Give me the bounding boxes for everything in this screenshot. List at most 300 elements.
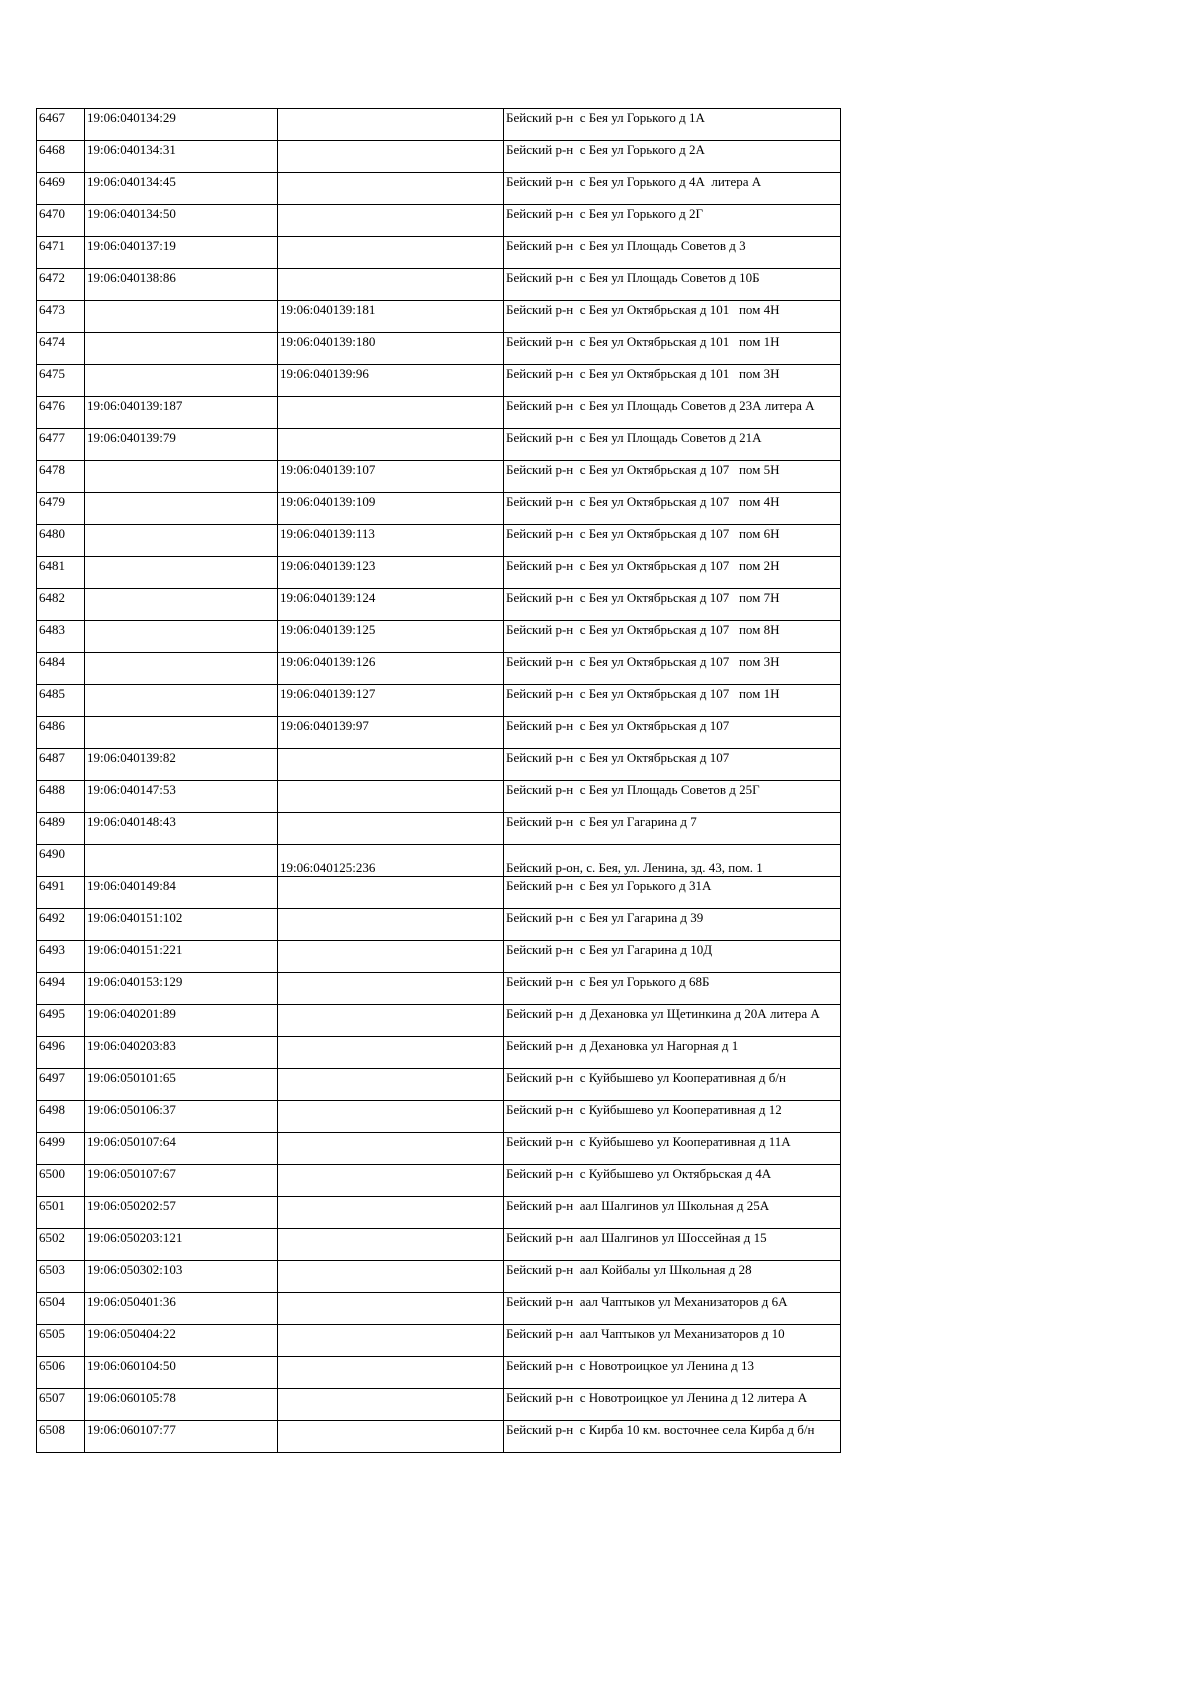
- premises-cadastral-number-cell: [278, 1133, 504, 1165]
- cadastral-number-cell: [85, 365, 278, 397]
- table-row: [37, 717, 841, 749]
- address-text: Бейский р-н с Бея ул Горького д 1А: [506, 110, 705, 125]
- premises-cadastral-number-text: 19:06:040139:107: [280, 462, 376, 477]
- row-number-text: 6471: [39, 238, 65, 253]
- table-row: [37, 1325, 841, 1357]
- table-row: [37, 909, 841, 941]
- row-number-cell: [37, 1101, 85, 1133]
- table-row: [37, 1229, 841, 1261]
- row-number-text: 6481: [39, 558, 65, 573]
- address-cell: [504, 813, 841, 845]
- row-number-cell: [37, 1037, 85, 1069]
- row-number-cell: [37, 429, 85, 461]
- address-cell: [504, 1261, 841, 1293]
- address-cell: [504, 653, 841, 685]
- row-number-cell: [37, 749, 85, 781]
- address-text: Бейский р-н с Бея ул Октябрьская д 101 пом 3Н: [506, 366, 780, 381]
- row-number-cell: [37, 685, 85, 717]
- row-number-text: 6468: [39, 142, 65, 157]
- cadastral-number-text: 19:06:060107:77: [87, 1422, 176, 1437]
- cadastral-number-cell: [85, 557, 278, 589]
- address-cell: [504, 1421, 841, 1453]
- address-text: Бейский р-н с Кирба 10 км. восточнее села Кирба д б/н: [506, 1422, 815, 1437]
- address-text: Бейский р-н с Куйбышево ул Октябрьская д 4А: [506, 1166, 772, 1181]
- premises-cadastral-number-cell: [278, 749, 504, 781]
- address-cell: [504, 1293, 841, 1325]
- premises-cadastral-number-cell: [278, 653, 504, 685]
- row-number-cell: [37, 301, 85, 333]
- premises-cadastral-number-cell: [278, 205, 504, 237]
- table-row: [37, 301, 841, 333]
- address-cell: [504, 973, 841, 1005]
- premises-cadastral-number-cell: [278, 1005, 504, 1037]
- premises-cadastral-number-cell: [278, 237, 504, 269]
- cadastral-number-text: 19:06:040134:31: [87, 142, 176, 157]
- row-number-text: 6493: [39, 942, 65, 957]
- row-number-cell: [37, 909, 85, 941]
- row-number-text: 6475: [39, 366, 65, 381]
- address-cell: [504, 269, 841, 301]
- row-number-cell: [37, 557, 85, 589]
- cadastral-number-text: 19:06:050101:65: [87, 1070, 176, 1085]
- cadastral-number-cell: [85, 909, 278, 941]
- address-text: Бейский р-н аал Шалгинов ул Шоссейная д 15: [506, 1230, 767, 1245]
- row-number-cell: [37, 1293, 85, 1325]
- address-text: Бейский р-н с Куйбышево ул Кооперативная д 12: [506, 1102, 782, 1117]
- premises-cadastral-number-cell: [278, 1293, 504, 1325]
- address-text: Бейский р-н с Бея ул Горького д 2Г: [506, 206, 703, 221]
- address-cell: [504, 685, 841, 717]
- address-text: Бейский р-н д Дехановка ул Щетинкина д 20А литера А: [506, 1006, 820, 1021]
- table-row: [37, 1037, 841, 1069]
- premises-cadastral-number-text: 19:06:040139:125: [280, 622, 376, 637]
- address-cell: [504, 1101, 841, 1133]
- address-text: Бейский р-н с Бея ул Октябрьская д 107: [506, 750, 730, 765]
- premises-cadastral-number-cell: [278, 909, 504, 941]
- premises-cadastral-number-cell: [278, 1261, 504, 1293]
- premises-cadastral-number-cell: [278, 429, 504, 461]
- row-number-cell: [37, 813, 85, 845]
- cadastral-number-cell: [85, 685, 278, 717]
- address-text: Бейский р-н с Бея ул Октябрьская д 107 пом 6Н: [506, 526, 780, 541]
- row-number-cell: [37, 141, 85, 173]
- address-cell: [504, 333, 841, 365]
- address-text: Бейский р-н с Куйбышево ул Кооперативная д б/н: [506, 1070, 786, 1085]
- cadastral-number-cell: [85, 877, 278, 909]
- row-number-text: 6502: [39, 1230, 65, 1245]
- cadastral-number-cell: [85, 813, 278, 845]
- address-cell: [504, 941, 841, 973]
- address-text: Бейский р-н с Новотроицкое ул Ленина д 12 литера А: [506, 1390, 808, 1405]
- premises-cadastral-number-cell: [278, 1101, 504, 1133]
- address-cell: [504, 1069, 841, 1101]
- address-cell: [504, 749, 841, 781]
- address-text: Бейский р-н с Бея ул Октябрьская д 101 пом 1Н: [506, 334, 780, 349]
- address-cell: [504, 525, 841, 557]
- premises-cadastral-number-cell: [278, 621, 504, 653]
- cadastral-number-cell: [85, 141, 278, 173]
- address-cell: [504, 589, 841, 621]
- address-cell: [504, 909, 841, 941]
- address-cell: [504, 237, 841, 269]
- table-row: [37, 557, 841, 589]
- row-number-text: 6477: [39, 430, 65, 445]
- premises-cadastral-number-cell: [278, 1197, 504, 1229]
- table-row: [37, 1389, 841, 1421]
- address-cell: [504, 1197, 841, 1229]
- premises-cadastral-number-text: 19:06:040139:180: [280, 334, 376, 349]
- premises-cadastral-number-cell: [278, 109, 504, 141]
- row-number-text: 6487: [39, 750, 65, 765]
- cadastral-number-cell: [85, 1165, 278, 1197]
- table-row: [37, 141, 841, 173]
- address-text: Бейский р-н с Бея ул Октябрьская д 107 пом 8Н: [506, 622, 780, 637]
- row-number-text: 6485: [39, 686, 65, 701]
- table-row: [37, 461, 841, 493]
- address-cell: [504, 109, 841, 141]
- cadastral-number-text: 19:06:040151:221: [87, 942, 183, 957]
- row-number-cell: [37, 1421, 85, 1453]
- address-cell: [504, 557, 841, 589]
- row-number-cell: [37, 1357, 85, 1389]
- premises-cadastral-number-text: 19:06:040139:113: [280, 526, 375, 541]
- cadastral-number-cell: [85, 1005, 278, 1037]
- cadastral-number-text: 19:06:060105:78: [87, 1390, 176, 1405]
- address-text: Бейский р-н аал Шалгинов ул Школьная д 25А: [506, 1198, 770, 1213]
- cadastral-number-text: 19:06:040148:43: [87, 814, 176, 829]
- premises-cadastral-number-cell: [278, 333, 504, 365]
- table-row: [37, 333, 841, 365]
- property-table: [36, 108, 841, 1453]
- address-cell: [504, 621, 841, 653]
- row-number-cell: [37, 1389, 85, 1421]
- table-row: [37, 813, 841, 845]
- table-row: [37, 781, 841, 813]
- row-number-cell: [37, 621, 85, 653]
- address-text: Бейский р-н д Дехановка ул Нагорная д 1: [506, 1038, 739, 1053]
- cadastral-number-text: 19:06:040138:86: [87, 270, 176, 285]
- premises-cadastral-number-text: 19:06:040139:127: [280, 686, 376, 701]
- row-number-cell: [37, 1005, 85, 1037]
- row-number-text: 6470: [39, 206, 65, 221]
- table-row: [37, 845, 841, 877]
- cadastral-number-cell: [85, 973, 278, 1005]
- address-cell: [504, 1037, 841, 1069]
- cadastral-number-text: 19:06:040153:129: [87, 974, 183, 989]
- address-cell: [504, 493, 841, 525]
- cadastral-number-cell: [85, 1101, 278, 1133]
- cadastral-number-cell: [85, 173, 278, 205]
- row-number-text: 6507: [39, 1390, 65, 1405]
- address-cell: [504, 1165, 841, 1197]
- table-row: [37, 653, 841, 685]
- cadastral-number-cell: [85, 205, 278, 237]
- row-number-text: 6479: [39, 494, 65, 509]
- premises-cadastral-number-text: 19:06:040139:109: [280, 494, 376, 509]
- address-text: Бейский р-н с Бея ул Октябрьская д 107 пом 7Н: [506, 590, 780, 605]
- row-number-cell: [37, 781, 85, 813]
- cadastral-number-cell: [85, 397, 278, 429]
- row-number-text: 6486: [39, 718, 65, 733]
- address-cell: [504, 1357, 841, 1389]
- row-number-cell: [37, 877, 85, 909]
- address-cell: [504, 301, 841, 333]
- table-row: [37, 749, 841, 781]
- premises-cadastral-number-cell: [278, 1325, 504, 1357]
- premises-cadastral-number-cell: [278, 877, 504, 909]
- row-number-cell: [37, 1229, 85, 1261]
- row-number-text: 6503: [39, 1262, 65, 1277]
- table-row: [37, 685, 841, 717]
- row-number-cell: [37, 589, 85, 621]
- row-number-text: 6497: [39, 1070, 65, 1085]
- row-number-cell: [37, 941, 85, 973]
- table-row: [37, 493, 841, 525]
- address-text: Бейский р-н аал Койбалы ул Школьная д 28: [506, 1262, 752, 1277]
- cadastral-number-cell: [85, 1325, 278, 1357]
- row-number-text: 6504: [39, 1294, 65, 1309]
- table-row: [37, 1069, 841, 1101]
- cadastral-number-text: 19:06:040134:29: [87, 110, 176, 125]
- cadastral-number-cell: [85, 1261, 278, 1293]
- premises-cadastral-number-cell: [278, 1389, 504, 1421]
- premises-cadastral-number-text: 19:06:040139:124: [280, 590, 376, 605]
- row-number-cell: [37, 237, 85, 269]
- cadastral-number-cell: [85, 301, 278, 333]
- premises-cadastral-number-cell: [278, 1357, 504, 1389]
- premises-cadastral-number-cell: [278, 845, 504, 877]
- address-cell: [504, 1325, 841, 1357]
- cadastral-number-text: 19:06:050106:37: [87, 1102, 176, 1117]
- cadastral-number-cell: [85, 525, 278, 557]
- row-number-cell: [37, 1133, 85, 1165]
- premises-cadastral-number-cell: [278, 557, 504, 589]
- address-text: Бейский р-н с Бея ул Площадь Советов д 23А литера А: [506, 398, 815, 413]
- row-number-text: 6469: [39, 174, 65, 189]
- table-row: [37, 173, 841, 205]
- cadastral-number-cell: [85, 941, 278, 973]
- premises-cadastral-number-cell: [278, 685, 504, 717]
- row-number-cell: [37, 109, 85, 141]
- table-row: [37, 1165, 841, 1197]
- premises-cadastral-number-text: 19:06:040139:96: [280, 366, 369, 381]
- premises-cadastral-number-cell: [278, 269, 504, 301]
- row-number-text: 6499: [39, 1134, 65, 1149]
- row-number-text: 6489: [39, 814, 65, 829]
- table-row: [37, 365, 841, 397]
- premises-cadastral-number-cell: [278, 941, 504, 973]
- address-cell: [504, 717, 841, 749]
- cadastral-number-text: 19:06:040203:83: [87, 1038, 176, 1053]
- cadastral-number-text: 19:06:050404:22: [87, 1326, 176, 1341]
- premises-cadastral-number-cell: [278, 1421, 504, 1453]
- table-row: [37, 1005, 841, 1037]
- table-row: [37, 941, 841, 973]
- row-number-cell: [37, 365, 85, 397]
- table-body: [37, 109, 841, 1453]
- row-number-text: 6506: [39, 1358, 65, 1373]
- cadastral-number-text: 19:06:050203:121: [87, 1230, 183, 1245]
- address-text: Бейский р-н с Бея ул Октябрьская д 107 пом 3Н: [506, 654, 780, 669]
- cadastral-number-text: 19:06:040147:53: [87, 782, 176, 797]
- address-cell: [504, 1133, 841, 1165]
- table-row: [37, 397, 841, 429]
- address-cell: [504, 365, 841, 397]
- cadastral-number-cell: [85, 237, 278, 269]
- cadastral-number-cell: [85, 269, 278, 301]
- cadastral-number-text: 19:06:050107:64: [87, 1134, 176, 1149]
- row-number-cell: [37, 1261, 85, 1293]
- row-number-text: 6495: [39, 1006, 65, 1021]
- address-cell: [504, 845, 841, 877]
- address-text: Бейский р-н с Бея ул Октябрьская д 107: [506, 718, 730, 733]
- address-text: Бейский р-н с Бея ул Площадь Советов д 10Б: [506, 270, 760, 285]
- address-text: Бейский р-н с Бея ул Горького д 2А: [506, 142, 705, 157]
- premises-cadastral-number-cell: [278, 493, 504, 525]
- row-number-cell: [37, 461, 85, 493]
- address-cell: [504, 205, 841, 237]
- address-text: Бейский р-н с Бея ул Гагарина д 10Д: [506, 942, 713, 957]
- address-cell: [504, 397, 841, 429]
- table-row: [37, 973, 841, 1005]
- row-number-cell: [37, 269, 85, 301]
- address-cell: [504, 1005, 841, 1037]
- address-text: Бейский р-н аал Чаптыков ул Механизаторов д 6А: [506, 1294, 788, 1309]
- cadastral-number-cell: [85, 1421, 278, 1453]
- table-row: [37, 1101, 841, 1133]
- premises-cadastral-number-text: 19:06:040139:181: [280, 302, 376, 317]
- cadastral-number-cell: [85, 333, 278, 365]
- address-cell: [504, 461, 841, 493]
- cadastral-number-cell: [85, 845, 278, 877]
- row-number-cell: [37, 1165, 85, 1197]
- cadastral-number-cell: [85, 493, 278, 525]
- table-row: [37, 205, 841, 237]
- address-cell: [504, 1229, 841, 1261]
- cadastral-number-text: 19:06:040137:19: [87, 238, 176, 253]
- table-row: [37, 589, 841, 621]
- cadastral-number-cell: [85, 1197, 278, 1229]
- row-number-cell: [37, 1069, 85, 1101]
- cadastral-number-text: 19:06:050107:67: [87, 1166, 176, 1181]
- row-number-text: 6483: [39, 622, 65, 637]
- row-number-cell: [37, 205, 85, 237]
- address-text: Бейский р-н с Бея ул Октябрьская д 107 пом 2Н: [506, 558, 780, 573]
- table-row: [37, 525, 841, 557]
- row-number-text: 6498: [39, 1102, 65, 1117]
- address-cell: [504, 781, 841, 813]
- cadastral-number-cell: [85, 1229, 278, 1261]
- premises-cadastral-number-text: 19:06:040125:236: [280, 860, 376, 875]
- cadastral-number-text: 19:06:050302:103: [87, 1262, 183, 1277]
- table-row: [37, 1197, 841, 1229]
- cadastral-number-text: 19:06:040134:50: [87, 206, 176, 221]
- address-cell: [504, 173, 841, 205]
- premises-cadastral-number-cell: [278, 589, 504, 621]
- cadastral-number-cell: [85, 781, 278, 813]
- address-text: Бейский р-н с Бея ул Гагарина д 39: [506, 910, 704, 925]
- cadastral-number-text: 19:06:040139:79: [87, 430, 176, 445]
- row-number-text: 6474: [39, 334, 65, 349]
- row-number-text: 6500: [39, 1166, 65, 1181]
- premises-cadastral-number-text: 19:06:040139:123: [280, 558, 376, 573]
- row-number-text: 6492: [39, 910, 65, 925]
- premises-cadastral-number-cell: [278, 973, 504, 1005]
- address-text: Бейский р-н с Бея ул Горького д 68Б: [506, 974, 710, 989]
- premises-cadastral-number-cell: [278, 813, 504, 845]
- table-row: [37, 1357, 841, 1389]
- row-number-cell: [37, 1325, 85, 1357]
- premises-cadastral-number-cell: [278, 1165, 504, 1197]
- cadastral-number-text: 19:06:050401:36: [87, 1294, 176, 1309]
- row-number-text: 6484: [39, 654, 65, 669]
- address-text: Бейский р-н с Бея ул Октябрьская д 107 пом 4Н: [506, 494, 780, 509]
- row-number-text: 6501: [39, 1198, 65, 1213]
- cadastral-number-text: 19:06:060104:50: [87, 1358, 176, 1373]
- row-number-cell: [37, 1197, 85, 1229]
- premises-cadastral-number-cell: [278, 717, 504, 749]
- table-row: [37, 1293, 841, 1325]
- address-text: Бейский р-н с Бея ул Горького д 4А литера А: [506, 174, 762, 189]
- cadastral-number-text: 19:06:050202:57: [87, 1198, 176, 1213]
- table-row: [37, 237, 841, 269]
- premises-cadastral-number-cell: [278, 173, 504, 205]
- cadastral-number-cell: [85, 717, 278, 749]
- address-text: Бейский р-н с Бея ул Горького д 31А: [506, 878, 712, 893]
- premises-cadastral-number-text: 19:06:040139:126: [280, 654, 376, 669]
- cadastral-number-cell: [85, 1389, 278, 1421]
- premises-cadastral-number-cell: [278, 525, 504, 557]
- row-number-text: 6480: [39, 526, 65, 541]
- table-row: [37, 1261, 841, 1293]
- cadastral-number-text: 19:06:040139:82: [87, 750, 176, 765]
- premises-cadastral-number-cell: [278, 1037, 504, 1069]
- cadastral-number-cell: [85, 429, 278, 461]
- table-row: [37, 1133, 841, 1165]
- row-number-text: 6496: [39, 1038, 65, 1053]
- row-number-text: 6478: [39, 462, 65, 477]
- address-text: Бейский р-он, с. Бея, ул. Ленина, зд. 43, пом. 1: [506, 860, 763, 875]
- cadastral-number-text: 19:06:040134:45: [87, 174, 176, 189]
- row-number-cell: [37, 525, 85, 557]
- cadastral-number-cell: [85, 589, 278, 621]
- address-cell: [504, 141, 841, 173]
- cadastral-number-text: 19:06:040151:102: [87, 910, 183, 925]
- address-text: Бейский р-н с Бея ул Октябрьская д 107 пом 1Н: [506, 686, 780, 701]
- premises-cadastral-number-cell: [278, 1229, 504, 1261]
- address-cell: [504, 877, 841, 909]
- premises-cadastral-number-cell: [278, 301, 504, 333]
- cadastral-number-cell: [85, 1357, 278, 1389]
- row-number-text: 6482: [39, 590, 65, 605]
- address-text: Бейский р-н с Бея ул Площадь Советов д 21А: [506, 430, 762, 445]
- premises-cadastral-number-cell: [278, 461, 504, 493]
- cadastral-number-text: 19:06:040201:89: [87, 1006, 176, 1021]
- row-number-cell: [37, 493, 85, 525]
- row-number-text: 6488: [39, 782, 65, 797]
- cadastral-number-text: 19:06:040149:84: [87, 878, 176, 893]
- row-number-cell: [37, 173, 85, 205]
- table-row: [37, 621, 841, 653]
- address-text: Бейский р-н с Бея ул Октябрьская д 101 пом 4Н: [506, 302, 780, 317]
- cadastral-number-cell: [85, 653, 278, 685]
- row-number-text: 6494: [39, 974, 65, 989]
- address-text: Бейский р-н с Бея ул Гагарина д 7: [506, 814, 697, 829]
- premises-cadastral-number-cell: [278, 365, 504, 397]
- cadastral-number-cell: [85, 621, 278, 653]
- row-number-cell: [37, 333, 85, 365]
- row-number-text: 6505: [39, 1326, 65, 1341]
